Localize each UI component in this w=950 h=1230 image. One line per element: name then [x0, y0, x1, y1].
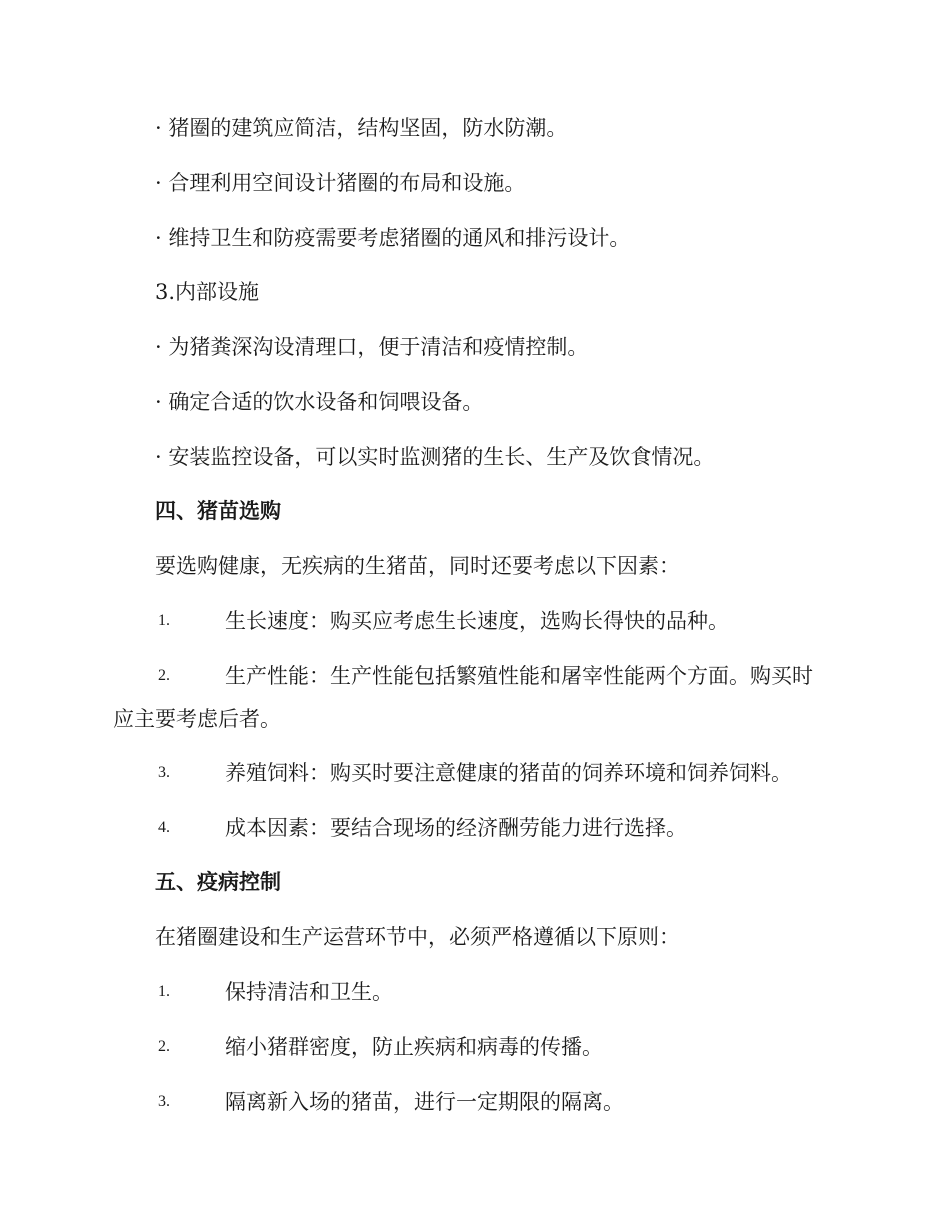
list-text: 生产性能：生产性能包括繁殖性能和屠宰性能两个方面。购买时 [225, 664, 813, 688]
list-number: 4. [158, 819, 170, 836]
list-number: 2. [158, 1038, 170, 1055]
section-intro: 要选购健康，无疾病的生猪苗，同时还要考虑以下因素： [155, 554, 680, 578]
list-number: 1. [158, 983, 170, 1000]
section-heading: 四、猪苗选购 [155, 498, 281, 523]
bullet-item: · 猪圈的建筑应简洁，结构坚固，防水防潮。 [155, 116, 568, 140]
section-intro: 在猪圈建设和生产运营环节中，必须严格遵循以下原则： [155, 925, 680, 949]
list-number: 1. [158, 612, 170, 629]
list-number: 3. [158, 764, 170, 781]
list-text-continuation: 应主要考虑后者。 [113, 707, 281, 731]
bullet-item: · 维持卫生和防疫需要考虑猪圈的通风和排污设计。 [155, 226, 631, 250]
list-text: 成本因素：要结合现场的经济酬劳能力进行选择。 [225, 816, 687, 840]
list-text: 保持清洁和卫生。 [225, 980, 393, 1004]
list-text: 生长速度：购买应考虑生长速度，选购长得快的品种。 [225, 609, 729, 633]
bullet-item: · 为猪粪深沟设清理口，便于清洁和疫情控制。 [155, 335, 589, 359]
list-number: 2. [158, 667, 170, 684]
bullet-item: · 安装监控设备，可以实时监测猪的生长、生产及饮食情况。 [155, 445, 715, 469]
list-text: 缩小猪群密度，防止疾病和病毒的传播。 [225, 1035, 603, 1059]
bullet-item: · 确定合适的饮水设备和饲喂设备。 [155, 390, 484, 414]
subheading: 3.内部设施 [155, 280, 260, 304]
section-heading: 五、疫病控制 [155, 869, 281, 894]
list-text: 隔离新入场的猪苗，进行一定期限的隔离。 [225, 1090, 624, 1114]
list-number: 3. [158, 1093, 170, 1110]
bullet-item: · 合理利用空间设计猪圈的布局和设施。 [155, 171, 526, 195]
list-text: 养殖饲料：购买时要注意健康的猪苗的饲养环境和饲养饲料。 [225, 761, 792, 785]
